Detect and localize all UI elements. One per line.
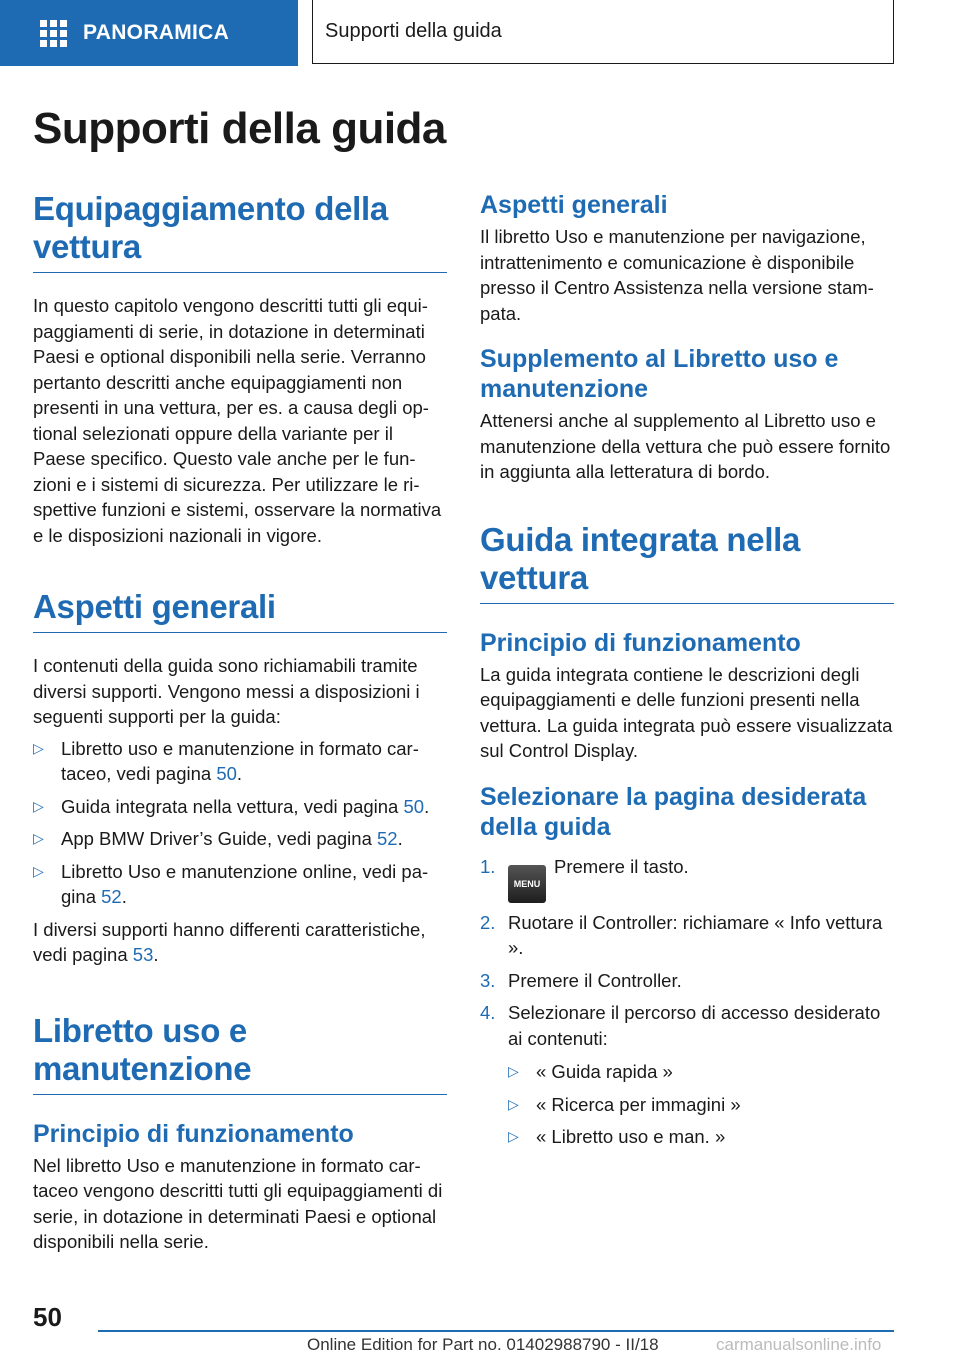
- page-link[interactable]: 52: [377, 828, 398, 849]
- access-path-list: [508, 1059, 894, 1150]
- left-column: [33, 190, 447, 1255]
- list-item: ▷ Libretto uso e manutenzione in formato cartaceo, vedi pagina 50.: [33, 737, 419, 784]
- footer-divider: [98, 1330, 894, 1332]
- heading-supplemento: Supplemento al Libretto uso e manutenzione: [480, 345, 839, 403]
- steps-list: [480, 854, 894, 1150]
- page-title: Supporti della guida: [33, 104, 446, 153]
- triangle-bullet-icon: ▷: [508, 1063, 519, 1079]
- paragraph-aspetti-right: Il libretto Uso e manutenzione per navigazione, intrattenimento e comunicazione è disponibile presso il Centro Assistenza nella versione stampata.: [480, 226, 874, 324]
- subheading-principio-libretto: Principio di funzionamento: [33, 1119, 354, 1148]
- page-link[interactable]: 50: [216, 763, 237, 784]
- triangle-bullet-icon: ▷: [33, 739, 44, 756]
- triangle-bullet-icon: ▷: [33, 830, 44, 846]
- grid-icon: [40, 20, 67, 47]
- paragraph-equipaggiamento: In questo capitolo vengono descritti tutti gli equipaggiamenti di serie, in dotazione in determinati Paesi e optional disponibili nella serie. Verranno pertanto descritti anche equipaggiamenti non presenti in una vettura, per es. a causa degli optional selezionati oppure della variante per il Paese specifico. Questo vale anche per le funzioni e i sistemi di sicurezza. Per utilizzare le rispettive funzioni e sistemi, osservare la normativa e le disposizioni nazionali in vigore.: [33, 295, 442, 546]
- paragraph-aspetti-intro: I contenuti della guida sono richiamabili tramite diversi supporti. Vengono messi a disposizioni i seguenti supporti per la guida:: [33, 655, 420, 727]
- heading-libretto: Libretto uso e manutenzione: [33, 1012, 447, 1095]
- footer-edition: Online Edition for Part no. 01402988790 - II/18: [307, 1335, 659, 1354]
- page-link[interactable]: 53: [132, 944, 154, 965]
- tab-current-section[interactable]: Supporti della guida: [312, 0, 894, 64]
- triangle-bullet-icon: ▷: [33, 797, 44, 814]
- top-navigation-bar: [0, 0, 960, 66]
- heading-aspetti-generali-right: Aspetti generali: [480, 191, 668, 219]
- step-item: 2. Ruotare il Controller: richiamare « Info vettura ».: [480, 911, 883, 958]
- list-item: ▷ Guida integrata nella vettura, vedi pagina 50.: [33, 794, 447, 820]
- paragraph-libretto: Nel libretto Uso e manutenzione in formato cartaceo vengono descritti tutti gli equipaggiamenti di serie, in dotazione in determinati Paesi e optional disponibili nella serie.: [33, 1154, 443, 1252]
- tab-panoramica-label: PANORAMICA: [83, 21, 230, 44]
- paragraph-guida-integrata: La guida integrata contiene le descrizioni degli equipaggiamenti e delle funzioni presenti nella vettura. La guida integrata può essere visualizzata sul Control Display.: [480, 663, 893, 761]
- step-item: 3. Premere il Controller.: [480, 969, 682, 991]
- paragraph-aspetti-outro: I diversi supporti hanno differenti caratteristiche, vedi pagina 53.: [33, 918, 426, 965]
- list-item: ▷ App BMW Driver’s Guide, vedi pagina 52.: [33, 826, 447, 852]
- heading-equipaggiamento: Equipaggiamento della vettura: [33, 190, 447, 273]
- tab-panoramica[interactable]: [0, 0, 298, 66]
- list-item: ▷ « Guida rapida »: [508, 1059, 894, 1085]
- heading-aspetti-generali: Aspetti generali: [33, 588, 447, 633]
- footer-watermark: carmanualsonline.info: [716, 1335, 882, 1354]
- page-number: 50: [33, 1302, 62, 1332]
- paragraph-supplemento: Attenersi anche al supplemento al Libretto uso e manutenzione della vettura che può essere fornito in aggiunta alla letteratura di bordo.: [480, 410, 891, 482]
- menu-key-icon: MENU: [508, 865, 546, 903]
- triangle-bullet-icon: ▷: [33, 862, 44, 879]
- triangle-bullet-icon: ▷: [508, 1095, 519, 1112]
- list-item: ▷ Libretto Uso e manutenzione online, vedi pagina 52.: [33, 860, 429, 907]
- supports-list: [33, 736, 447, 910]
- right-column: [480, 190, 894, 1157]
- page-link[interactable]: 50: [403, 795, 425, 817]
- heading-selezionare-pagina: Selezionare la pagina desiderata della guida: [480, 782, 867, 841]
- triangle-bullet-icon: ▷: [508, 1128, 519, 1144]
- step-item: 1. MENUPremere il tasto.: [480, 854, 894, 903]
- list-item: ▷ « Libretto uso e man. »: [508, 1124, 894, 1150]
- heading-guida-integrata: Guida integrata nella vettura: [480, 521, 894, 604]
- list-item: ▷ « Ricerca per immagini »: [508, 1092, 894, 1118]
- step-item: 4. Selezionare il percorso di accesso desiderato ai contenuti: ▷ « Guida rapida » ▷ « Ricerca per immagini » ▷ « Libretto uso e man. »: [480, 1000, 894, 1150]
- page-link[interactable]: 52: [101, 886, 122, 907]
- subheading-principio-guida: Principio di funzionamento: [480, 628, 801, 657]
